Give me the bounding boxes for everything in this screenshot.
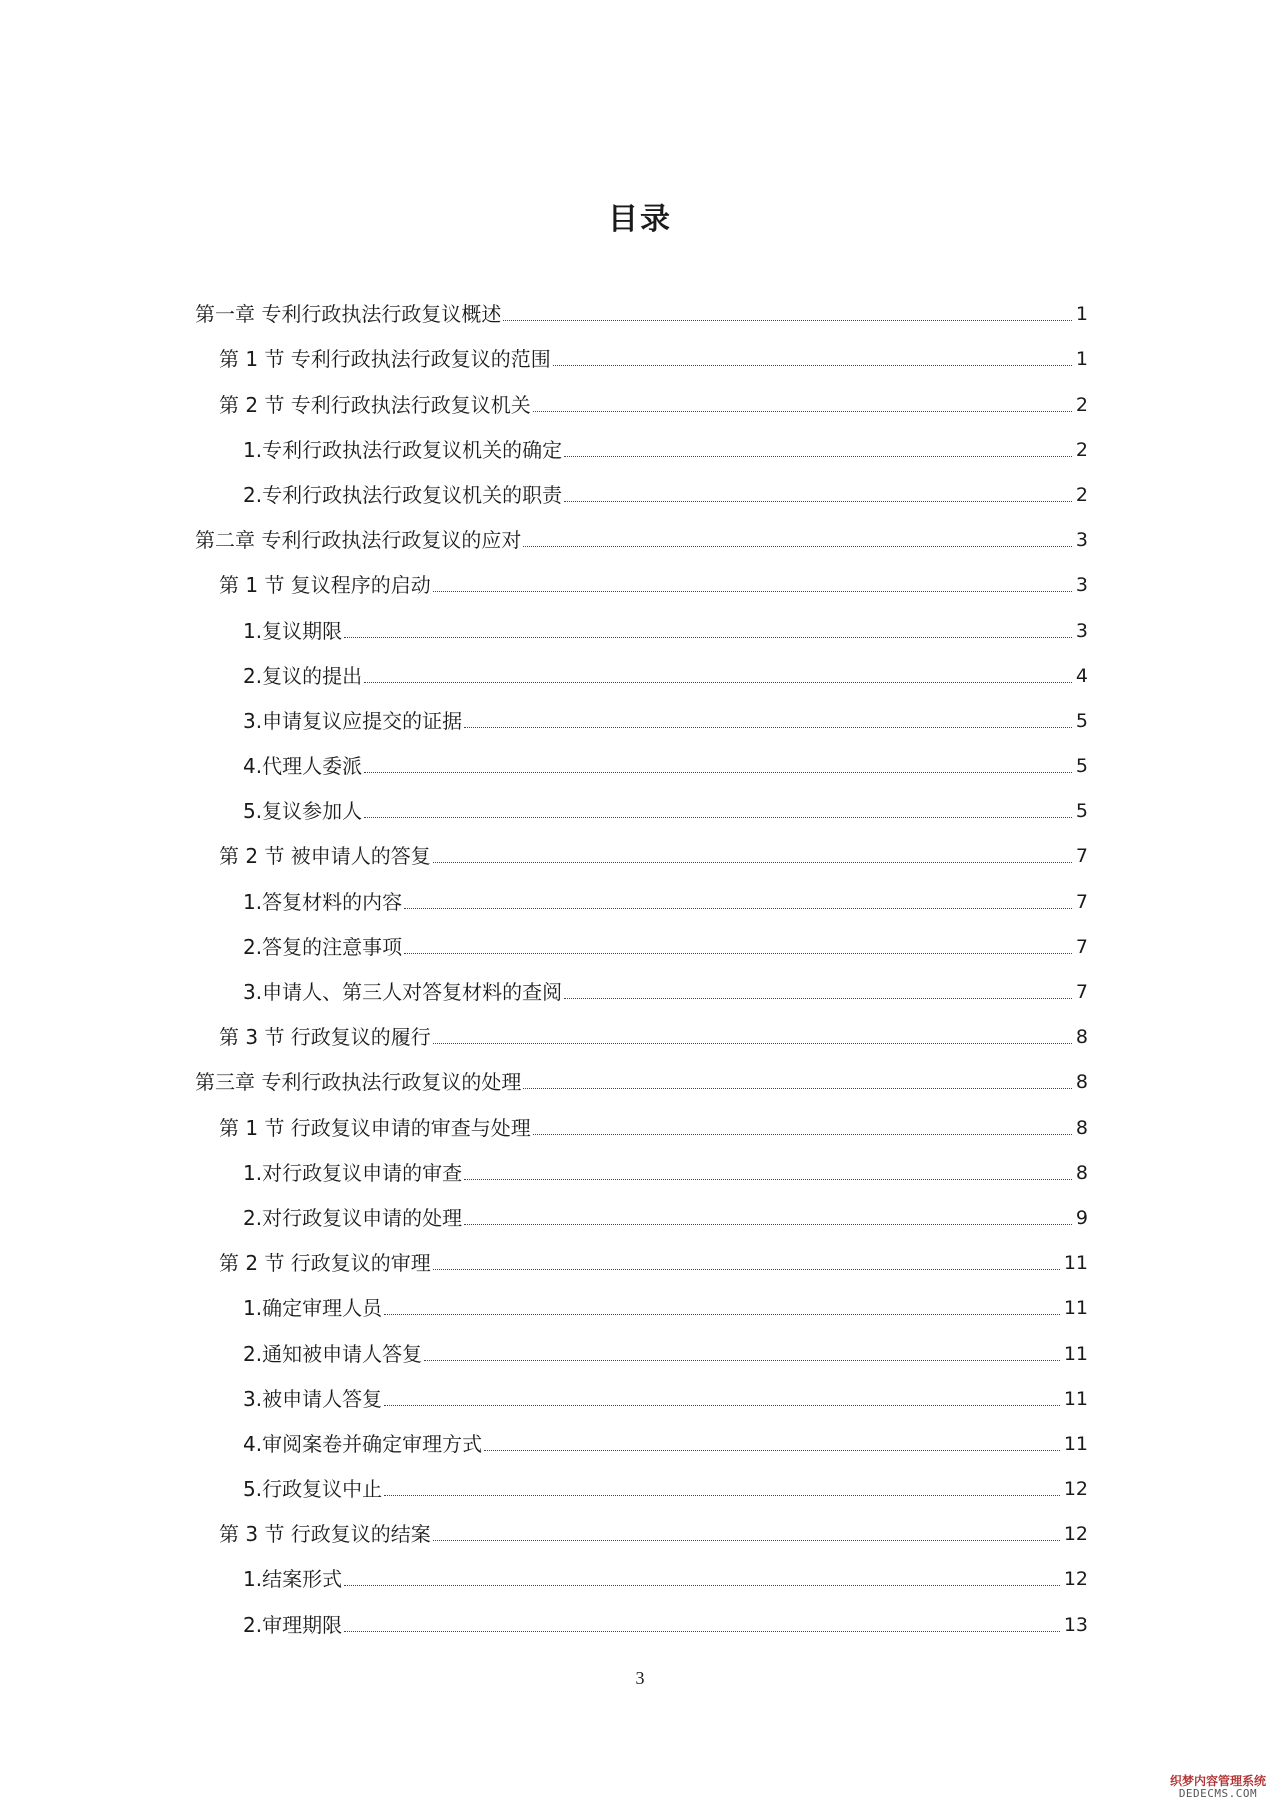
toc-entry-text: 4.审阅案卷并确定审理方式	[243, 1431, 483, 1456]
toc-entry[interactable]	[195, 327, 1088, 372]
toc-entry-page: 1	[1075, 303, 1088, 326]
toc-entry-page: 11	[1063, 1387, 1088, 1410]
toc-entry-text: 2.复议的提出	[243, 663, 363, 688]
toc-entry-text: 第三章 专利行政执法行政复议的处理	[195, 1070, 522, 1095]
toc-entry-text: 2.对行政复议申请的处理	[243, 1205, 463, 1230]
toc-entry-page: 7	[1075, 981, 1088, 1003]
toc-entry-page: 5	[1075, 800, 1088, 823]
toc-entry[interactable]	[195, 869, 1088, 914]
toc-entry-text: 第 3 节 行政复议的结案	[219, 1522, 431, 1547]
toc-dot-leader	[433, 1043, 1072, 1044]
toc-entry-page: 7	[1075, 935, 1088, 958]
toc-dot-leader	[433, 1269, 1060, 1270]
toc-entry-page: 4	[1075, 664, 1088, 687]
toc-entry-page: 1	[1075, 348, 1088, 371]
toc-entry[interactable]	[195, 1095, 1088, 1140]
toc-dot-leader	[564, 456, 1072, 457]
toc-entry-text: 1.复议期限	[243, 618, 343, 643]
toc-entry-text: 第 1 节 专利行政执法行政复议的范围	[219, 347, 551, 372]
toc-entry-text: 5.复议参加人	[243, 799, 363, 824]
toc-entry[interactable]	[195, 508, 1088, 553]
toc-entry[interactable]	[195, 463, 1088, 508]
toc-entry-text: 第一章 专利行政执法行政复议概述	[195, 302, 502, 327]
toc-dot-leader	[433, 862, 1072, 863]
toc-entry[interactable]	[195, 960, 1088, 1005]
toc-dot-leader	[433, 1540, 1060, 1541]
toc-entry-text: 2.审理期限	[243, 1612, 343, 1637]
toc-entry-text: 1.对行政复议申请的审查	[243, 1160, 463, 1185]
toc-entry-page: 8	[1075, 1071, 1088, 1094]
toc-dot-leader	[344, 1631, 1060, 1632]
toc-entry-page: 9	[1075, 1206, 1088, 1229]
toc-entry-page: 11	[1063, 1297, 1088, 1320]
toc-entry-text: 1.答复材料的内容	[243, 889, 403, 914]
toc-entry[interactable]	[195, 553, 1088, 598]
watermark-line-1: 织梦内容管理系统	[1169, 1773, 1266, 1788]
toc-entry[interactable]	[195, 1141, 1088, 1186]
toc-dot-leader	[503, 320, 1072, 321]
toc-dot-leader	[364, 817, 1072, 818]
toc-entry-page: 7	[1075, 845, 1088, 868]
toc-entry[interactable]	[195, 644, 1088, 689]
toc-entry[interactable]	[195, 1592, 1088, 1637]
toc-entry-text: 第二章 专利行政执法行政复议的应对	[195, 528, 522, 553]
toc-entry-text: 5.行政复议中止	[243, 1477, 383, 1502]
toc-entry-page: 11	[1063, 1252, 1088, 1275]
toc-dot-leader	[424, 1360, 1060, 1361]
toc-dot-leader	[523, 546, 1072, 547]
toc-dot-leader	[384, 1405, 1060, 1406]
toc-dot-leader	[344, 1585, 1060, 1586]
toc-dot-leader	[464, 1224, 1072, 1225]
toc-entry[interactable]	[195, 1005, 1088, 1050]
toc-dot-leader	[564, 501, 1072, 502]
toc-entry-text: 第 1 节 行政复议申请的审查与处理	[219, 1115, 531, 1140]
toc-entry[interactable]	[195, 598, 1088, 643]
toc-entry-page: 5	[1075, 755, 1088, 778]
toc-entry-page: 2	[1075, 438, 1088, 461]
toc-entry[interactable]	[195, 282, 1088, 327]
toc-entry-text: 2.专利行政执法行政复议机关的职责	[243, 482, 563, 507]
toc-entry[interactable]	[195, 1547, 1088, 1592]
toc-dot-leader	[464, 727, 1072, 728]
toc-entry-page: 8	[1075, 1116, 1088, 1139]
toc-dot-leader	[384, 1495, 1060, 1496]
toc-dot-leader	[533, 411, 1072, 412]
toc-entry-page: 11	[1063, 1432, 1088, 1455]
toc-entry-text: 3.被申请人答复	[243, 1386, 383, 1411]
toc-dot-leader	[384, 1314, 1060, 1315]
toc-entry-page: 3	[1075, 529, 1088, 552]
watermark-line-2: DEDECMS.COM	[1178, 1787, 1258, 1801]
toc-entry-text: 1.专利行政执法行政复议机关的确定	[243, 437, 563, 462]
toc-entry-text: 1.结案形式	[243, 1567, 343, 1592]
toc-entry-page: 8	[1075, 1026, 1088, 1049]
toc-entry-page: 13	[1063, 1613, 1088, 1636]
toc-dot-leader	[564, 998, 1072, 999]
toc-entry[interactable]	[195, 1502, 1088, 1547]
toc-entry-text: 2.通知被申请人答复	[243, 1341, 423, 1366]
toc-entry-page: 2	[1075, 393, 1088, 416]
toc-entry-text: 4.代理人委派	[243, 754, 363, 779]
toc-dot-leader	[533, 1134, 1072, 1135]
toc-title: 目录	[608, 202, 672, 237]
toc-entry-page: 3	[1075, 574, 1088, 597]
toc-entry-text: 第 2 节 行政复议的审理	[219, 1251, 431, 1276]
toc-entry[interactable]	[195, 418, 1088, 463]
toc-entry-page: 12	[1063, 1568, 1088, 1591]
toc-entry-text: 2.答复的注意事项	[243, 934, 403, 959]
watermark-logo	[1168, 1775, 1268, 1801]
toc-entry-text: 第 1 节 复议程序的启动	[219, 573, 431, 598]
toc-dot-leader	[404, 953, 1072, 954]
toc-entry[interactable]	[195, 1367, 1088, 1412]
toc-entry-text: 第 3 节 行政复议的履行	[219, 1025, 431, 1050]
toc-entry-page: 7	[1075, 890, 1088, 913]
toc-dot-leader	[364, 772, 1072, 773]
toc-dot-leader	[433, 591, 1072, 592]
toc-entry[interactable]	[195, 1276, 1088, 1321]
toc-entry-page: 5	[1075, 709, 1088, 732]
toc-entry[interactable]	[195, 689, 1088, 734]
toc-entry-page: 12	[1063, 1478, 1088, 1501]
toc-entry[interactable]	[195, 1050, 1088, 1095]
toc-entry-text: 3.申请复议应提交的证据	[243, 708, 463, 733]
toc-dot-leader	[344, 637, 1072, 638]
toc-entry[interactable]	[195, 779, 1088, 824]
toc-entry[interactable]	[195, 1321, 1088, 1366]
toc-entry-text: 第 2 节 被申请人的答复	[219, 844, 431, 869]
toc-dot-leader	[553, 365, 1072, 366]
toc-entry[interactable]	[195, 1231, 1088, 1276]
toc-list	[195, 282, 1088, 1638]
toc-entry[interactable]	[195, 734, 1088, 779]
toc-dot-leader	[523, 1088, 1072, 1089]
toc-entry[interactable]	[195, 1412, 1088, 1457]
toc-entry[interactable]	[195, 1457, 1088, 1502]
toc-entry-page: 11	[1063, 1342, 1088, 1365]
toc-dot-leader	[404, 908, 1072, 909]
toc-dot-leader	[364, 682, 1072, 683]
toc-entry-page: 12	[1063, 1523, 1088, 1546]
toc-entry[interactable]	[195, 915, 1088, 960]
toc-entry[interactable]	[195, 1186, 1088, 1231]
toc-entry[interactable]	[195, 824, 1088, 869]
toc-entry-page: 3	[1075, 619, 1088, 642]
footer-page-number: 3	[635, 1668, 645, 1688]
toc-dot-leader	[484, 1450, 1060, 1451]
toc-entry-text: 3.申请人、第三人对答复材料的查阅	[243, 980, 563, 1004]
toc-dot-leader	[464, 1179, 1072, 1180]
toc-entry[interactable]	[195, 372, 1088, 417]
toc-entry-text: 第 2 节 专利行政执法行政复议机关	[219, 392, 531, 417]
toc-entry-text: 1.确定审理人员	[243, 1296, 383, 1321]
toc-entry-page: 2	[1075, 483, 1088, 506]
toc-entry-page: 8	[1075, 1161, 1088, 1184]
